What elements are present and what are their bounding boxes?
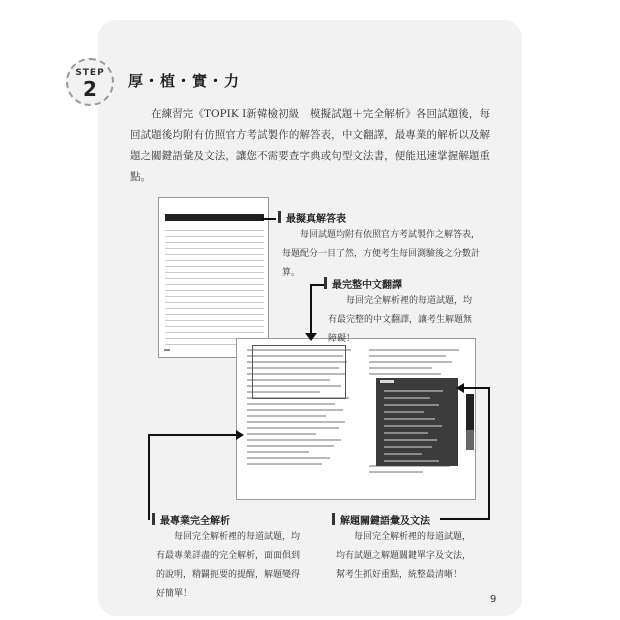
feature-desc-analysis: 每回完全解析裡的每道試題，均有最專業詳盡的完全解析，面面俱到的說明，精闢扼要的提醒，解題變得好簡單！ — [156, 532, 301, 599]
connector-line-answer-sheet — [262, 218, 276, 220]
vocab-label-mark — [380, 380, 394, 383]
arrow-down-icon — [305, 333, 317, 341]
step-title: 厚・植・實・力 — [128, 72, 241, 90]
answer-sheet-grid — [165, 225, 264, 345]
chapter-side-tab — [466, 394, 474, 430]
translation-highlight-box — [252, 345, 346, 399]
feature-title-translation: 最完整中文翻譯 — [332, 276, 402, 291]
arrow-left-icon — [456, 383, 464, 393]
connector-line-translation-h — [310, 284, 324, 286]
connector-line-translation-v — [310, 284, 312, 336]
intro-paragraph: 在練習完《TOPIK I新韓檢初級 模擬試題＋完全解析》各回試題後，每回試題後均附有仿照官方考試製作的解答表，中文翻譯，最專業的解析以及解題之關鍵語彙及文法，讓您不需要查字典或句型文法書，便能迅速掌握解題重點。 — [130, 108, 490, 183]
connector-line-vocab-bottom — [440, 518, 490, 520]
chapter-side-tab-lower — [466, 430, 474, 450]
step-badge — [66, 58, 114, 106]
answer-sheet-header-bar — [165, 214, 264, 221]
page-number: 9 — [490, 594, 497, 605]
connector-line-vocab-v — [488, 387, 490, 520]
connector-line-analysis-v — [148, 434, 150, 520]
right-column-text-lines — [369, 349, 459, 379]
vocab-grammar-box — [376, 378, 458, 466]
feature-desc-answer-sheet: 每回試題均附有依照官方考試製作之解答表，每題配分一目了然，方便考生每回測驗後之分數計算。 — [282, 230, 481, 278]
feature-desc-vocab-grammar: 每回完全解析裡的每道試題，均有試題之解題關鍵單字及文法，幫考生抓好重點，統整最清晰！ — [336, 532, 472, 580]
step-number: 2 — [83, 77, 97, 101]
answer-sheet-illustration — [158, 197, 269, 358]
step-word: STEP — [75, 68, 105, 78]
connector-line-analysis-h — [148, 434, 238, 436]
feature-title-analysis: 最專業完全解析 — [160, 512, 230, 527]
answer-sheet-page-mark — [164, 349, 170, 351]
feature-title-answer-sheet: 最擬真解答表 — [286, 210, 346, 225]
connector-line-vocab-top — [462, 387, 490, 389]
feature-title-vocab-grammar: 解題關鍵語彙及文法 — [340, 512, 430, 527]
arrow-right-icon — [236, 430, 244, 440]
feature-desc-translation: 每回完全解析裡的每道試題，均有最完整的中文翻譯，讓考生解題無障礙！ — [328, 296, 473, 344]
